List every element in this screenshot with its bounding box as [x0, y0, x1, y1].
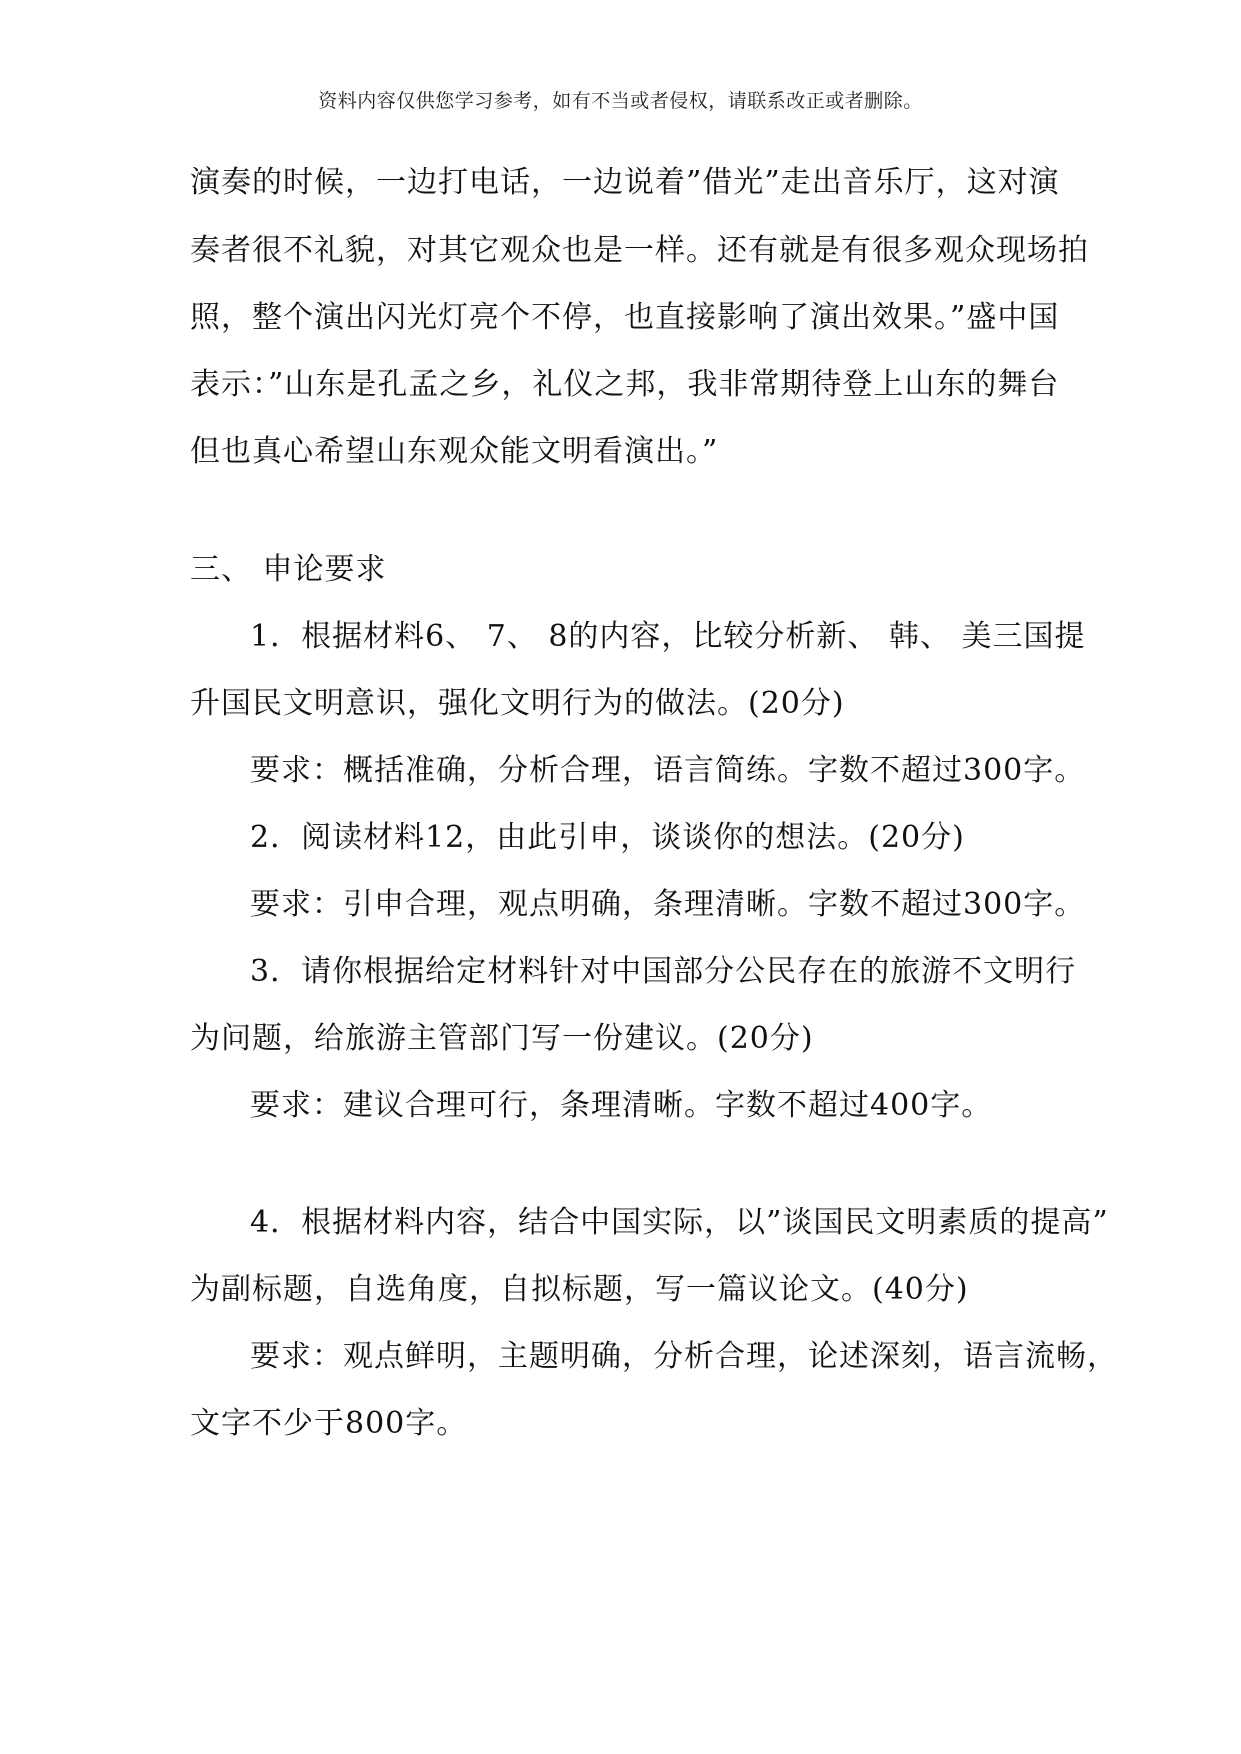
question-4-requirement-cont: 文字不少于800字。 — [190, 1406, 468, 1441]
question-1-line-1: 1．根据材料6、 7、 8的内容，比较分析新、 韩、 美三国提 — [250, 619, 1086, 654]
question-2-requirement: 要求：引申合理，观点明确，条理清晰。字数不超过300字。 — [250, 887, 1086, 922]
question-4-line-2: 为副标题，自选角度，自拟标题，写一篇议论文。(40分) — [190, 1272, 969, 1307]
question-1-line-2: 升国民文明意识，强化文明行为的做法。(20分) — [190, 686, 845, 721]
material-line-3: 照，整个演出闪光灯亮个不停，也直接影响了演出效果。”盛中国 — [190, 300, 1060, 335]
question-4-requirement: 要求：观点鲜明，主题明确，分析合理，论述深刻，语言流畅， — [250, 1339, 1118, 1374]
question-2-line-1: 2．阅读材料12，由此引申，谈谈你的想法。(20分) — [250, 820, 965, 855]
question-3-requirement: 要求：建议合理可行，条理清晰。字数不超过400字。 — [250, 1088, 993, 1123]
material-line-1: 演奏的时候，一边打电话，一边说着”借光”走出音乐厅，这对演 — [190, 165, 1060, 200]
question-1-requirement: 要求：概括准确，分析合理，语言简练。字数不超过300字。 — [250, 753, 1086, 788]
header-disclaimer: 资料内容仅供您学习参考，如有不当或者侵权，请联系改正或者删除。 — [318, 90, 923, 112]
section-title: 三、 申论要求 — [190, 552, 387, 587]
material-line-2: 奏者很不礼貌，对其它观众也是一样。还有就是有很多观众现场拍 — [190, 233, 1089, 268]
material-line-4: 表示：”山东是孔孟之乡，礼仪之邦，我非常期待登上山东的舞台 — [190, 367, 1060, 402]
material-line-5: 但也真心希望山东观众能文明看演出。” — [190, 434, 719, 469]
question-4-line-1: 4．根据材料内容，结合中国实际，以”谈国民文明素质的提高” — [250, 1205, 1109, 1240]
question-3-line-1: 3．请你根据给定材料针对中国部分公民存在的旅游不文明行 — [250, 954, 1077, 989]
question-3-line-2: 为问题，给旅游主管部门写一份建议。(20分) — [190, 1021, 814, 1056]
